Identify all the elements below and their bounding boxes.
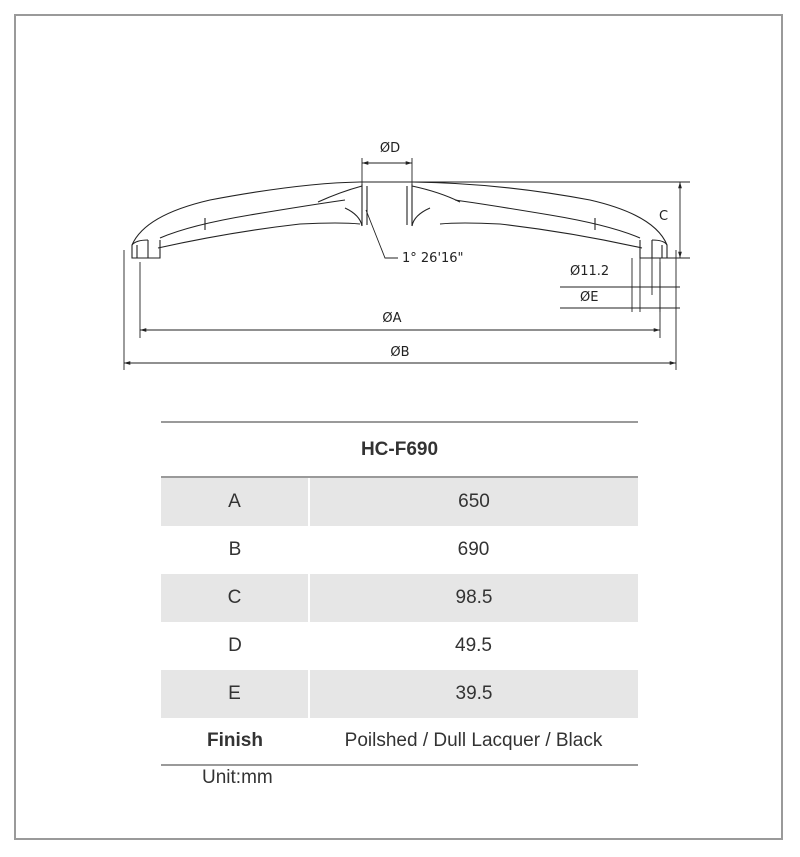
spec-table — [161, 421, 638, 766]
table-row — [161, 526, 638, 574]
handle-outline — [132, 182, 667, 258]
row-key: B — [228, 539, 242, 560]
technical-drawing — [0, 0, 800, 420]
label-angle: 1° 26'16" — [402, 251, 464, 266]
model-name: HC-F690 — [161, 423, 638, 477]
row-key: A — [161, 477, 309, 526]
table-row — [161, 670, 638, 718]
table-row — [161, 574, 638, 622]
label-dia-b: ØB — [390, 345, 410, 360]
row-value: 690 — [457, 539, 490, 560]
row-value: 98.5 — [309, 574, 638, 622]
row-key: E — [161, 670, 309, 718]
row-key: C — [161, 574, 309, 622]
row-value: 650 — [309, 477, 638, 526]
unit-note: Unit:mm — [202, 767, 273, 788]
label-dia-e: ØE — [580, 290, 599, 305]
label-dia-hole: Ø11.2 — [570, 264, 610, 279]
row-value: 49.5 — [455, 635, 492, 656]
label-dia-d: ØD — [379, 141, 401, 156]
table-row — [161, 477, 638, 526]
finish-value: Poilshed / Dull Lacquer / Black — [309, 718, 638, 765]
table-row — [161, 622, 638, 670]
label-dia-a: ØA — [382, 311, 402, 326]
row-key: D — [228, 635, 242, 656]
finish-label: Finish — [161, 718, 309, 765]
label-dim-c: C — [659, 209, 669, 224]
finish-row — [161, 718, 638, 765]
row-value: 39.5 — [309, 670, 638, 718]
